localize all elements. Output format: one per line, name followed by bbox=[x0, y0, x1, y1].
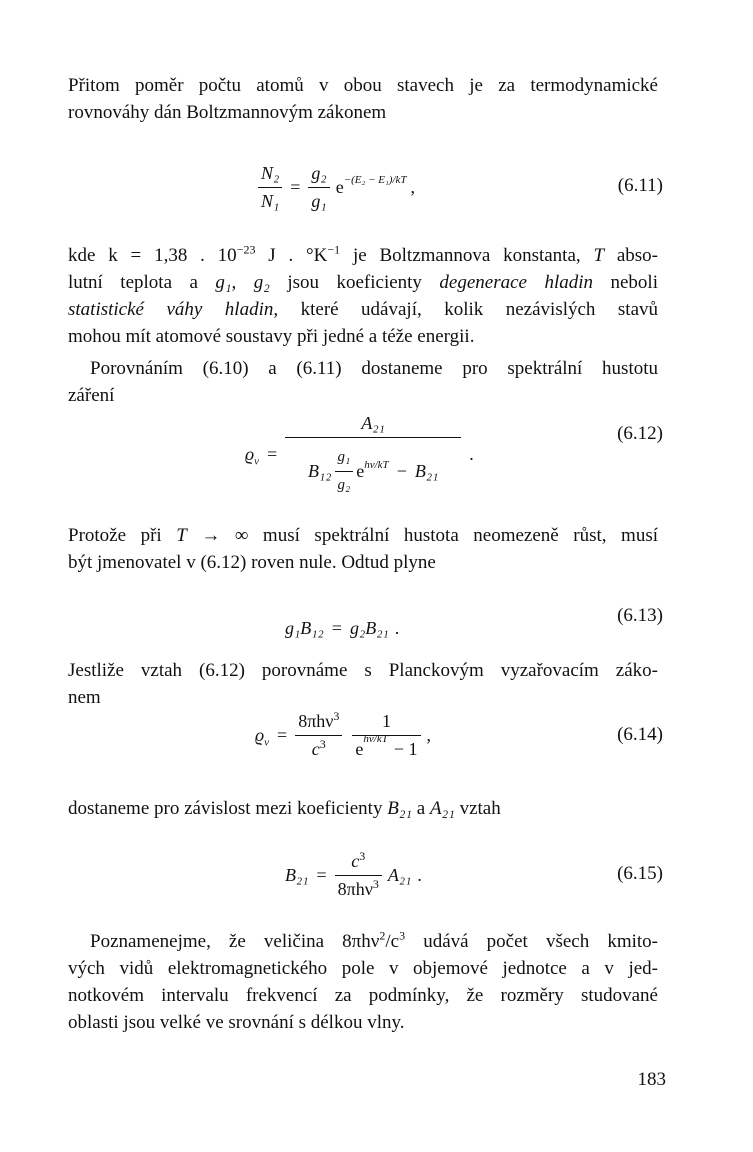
page-number: 183 bbox=[637, 1069, 666, 1090]
denominator: B₁₂ $\frac{\text{g₁}}{\text{g₂}}$ e $^{h\nu/kT}$ − B₂₁ bbox=[285, 438, 461, 499]
text-line: Porovnáním (6.10) a (6.11) dostaneme pro spektrální hustotu bbox=[90, 358, 658, 379]
equation-number: (6.15) bbox=[617, 863, 663, 884]
text-line: statistické váhy hladin, které udávají, kolik nezávislých stavů bbox=[68, 299, 659, 320]
fraction-c3-8pi: $\frac{c^3}{8\pi h\nu^3}$ bbox=[335, 848, 382, 903]
text-line: oblasti jsou velké ve srovnání s délkou vlny. bbox=[68, 1012, 405, 1033]
equation-6-11 bbox=[258, 160, 415, 215]
equals-sign: = bbox=[267, 444, 278, 464]
equation-6-13: g₁B₁₂ = g₂B₂₁ . bbox=[285, 618, 400, 638]
text-line: záření bbox=[68, 385, 115, 406]
paragraph-intro bbox=[68, 72, 658, 126]
equation-6-12 bbox=[245, 410, 474, 499]
fraction-planck: $\frac{1}{e^{h\nu/kT} - 1}$ bbox=[352, 708, 420, 763]
paragraph-comparison bbox=[68, 355, 658, 409]
denominator: N₁ bbox=[261, 191, 280, 211]
equation-number: (6.14) bbox=[617, 724, 663, 745]
equation-number: (6.13) bbox=[617, 605, 663, 626]
period: . bbox=[469, 444, 474, 464]
text-line: Poznamenejme, že veličina $8\pi h\nu^2/c^3$ udává počet všech kmito- bbox=[90, 928, 658, 952]
text-line: Protože při T → ∞ musí spektrální hustota neomezeně růst, musí bbox=[68, 525, 658, 546]
text-line: notkovém intervalu frekvencí za podmínky, že rozměry studované bbox=[68, 985, 658, 1006]
fraction-g2-g1 bbox=[308, 160, 329, 215]
text-line: mohou mít atomové soustavy při jedné a téže energii. bbox=[68, 326, 475, 347]
text-line: lutní teplota a g₁, g₂ jsou koeficienty degenerace hladin neboli bbox=[68, 272, 658, 293]
numerator: g₂ bbox=[308, 160, 329, 188]
equals-sign: = bbox=[290, 177, 301, 197]
text-line: Jestliže vztah (6.12) porovnáme s Planckovým vyzařovacím záko- bbox=[68, 660, 658, 681]
fraction-612 bbox=[285, 410, 461, 499]
equation-6-14: $ϱ_\nu$ = $\frac{8\pi h\nu^3}{c^3}$ $\frac{1}{e^{h\nu/kT} - 1}$ , bbox=[255, 708, 431, 763]
numerator: N₂ bbox=[258, 160, 282, 188]
text-line: rovnováhy dán Boltzmannovým zákonem bbox=[68, 102, 387, 123]
comma: , bbox=[410, 177, 416, 197]
text-line: nem bbox=[68, 687, 101, 708]
exp-base: e bbox=[335, 177, 344, 197]
paragraph-boltzmann bbox=[68, 242, 658, 350]
rho-nu: $ϱ_\nu$ bbox=[255, 725, 270, 749]
text-line: dostaneme pro závislost mezi koeficienty B₂₁ a A₂₁ vztah bbox=[68, 798, 501, 819]
rho-nu: $ϱ_\nu$ bbox=[245, 444, 260, 468]
equation-number: (6.12) bbox=[617, 423, 663, 444]
paragraph-coefficients bbox=[68, 795, 658, 822]
equation-number: (6.11) bbox=[617, 175, 663, 196]
text-line: Přitom poměr počtu atomů v obou stavech je za termodynamické bbox=[68, 75, 658, 96]
text-line: být jmenovatel v (6.12) roven nule. Odtud plyne bbox=[68, 552, 436, 573]
equation-6-15: B₂₁ = $\frac{c^3}{8\pi h\nu^3}$ A₂₁ . bbox=[285, 848, 422, 903]
fraction-n2-n1 bbox=[258, 160, 282, 215]
paragraph-protoze bbox=[68, 522, 658, 576]
fraction-8pi-c3: $\frac{8\pi h\nu^3}{c^3}$ bbox=[295, 708, 342, 763]
fraction-g1-g2: $\frac{\text{g₁}}{\text{g₂}}$ bbox=[335, 444, 354, 499]
text-line: vých vidů elektromagnetického pole v objemové jednotce a v jed- bbox=[68, 958, 658, 979]
exponent: −(E₂ − E₁)/kT bbox=[343, 173, 407, 186]
paragraph-planck bbox=[68, 657, 658, 711]
numerator: A₂₁ bbox=[285, 410, 461, 438]
paragraph-modes bbox=[68, 928, 658, 1036]
text-line: kde k = 1,38 . $10^{-23}$ J . $^\circ K^{-1}$ je Boltzmannova konstanta, T abso- bbox=[68, 242, 659, 266]
denominator: g₁ bbox=[311, 191, 327, 211]
